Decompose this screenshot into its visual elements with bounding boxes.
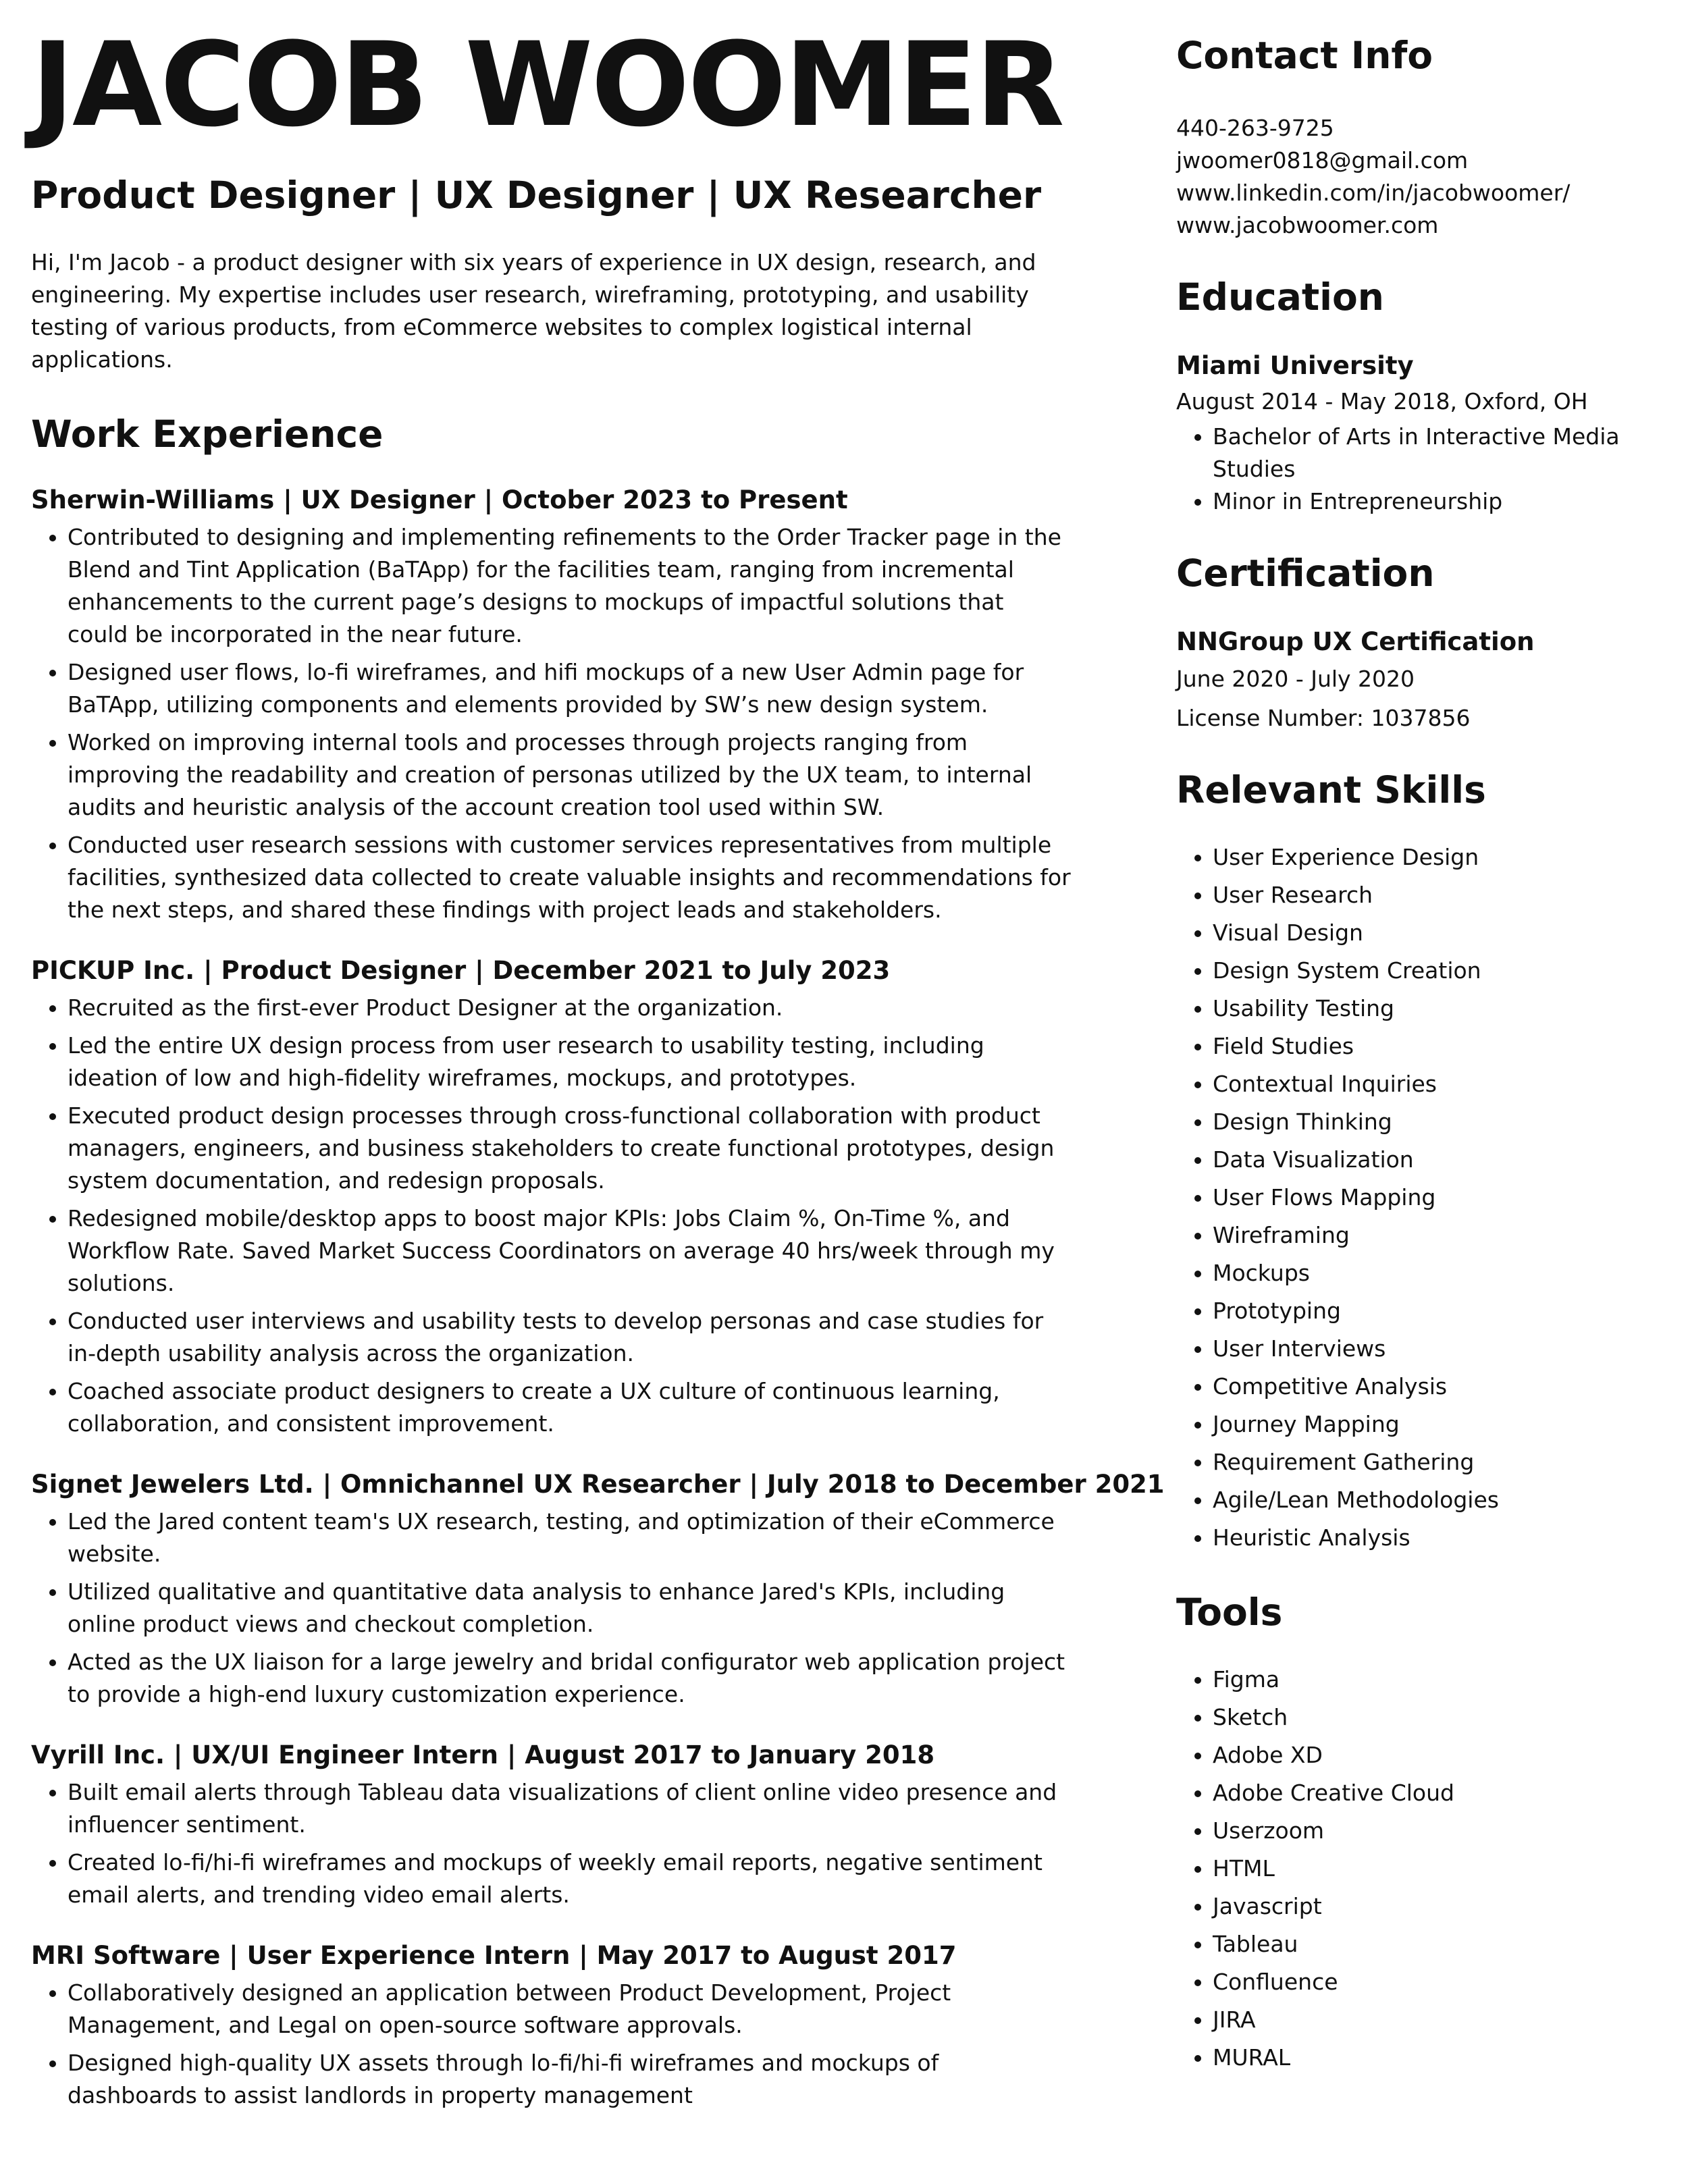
summary: Hi, I'm Jacob - a product designer with six years of experience in UX design, research, and engineering. My expertise includes user research, wireframing, prototyping, and usability testing of various products, from eCommerce websites to complex logistical internal applications. (31, 249, 1036, 373)
skill-item: • User Research (1213, 876, 1649, 914)
contact-section (1176, 34, 1649, 242)
skill-item: • Design Thinking (1213, 1103, 1649, 1141)
job-title: Vyrill Inc. | UX/UI Engineer Intern | August 2017 to January 2018 (31, 1740, 935, 1769)
linkedin-link[interactable]: www.linkedin.com/in/jacobwoomer/ (1176, 180, 1571, 206)
job-bullet: • Conducted user research sessions with customer services representatives from multiple facilities, synthesized data collected to create valuable insights and recommendations for the next steps, and shared these findings with project leads and stakeholders. (68, 829, 1071, 926)
website-link[interactable]: www.jacobwoomer.com (1176, 212, 1439, 238)
job-bullet: • Utilized qualitative and quantitative data analysis to enhance Jared's KPIs, including online product views and checkout completion. (68, 1576, 1071, 1641)
certification-section (1176, 552, 1649, 735)
job-bullet: • Acted as the UX liaison for a large jewelry and bridal configurator web application project to provide a high-end luxury customization experience. (68, 1646, 1071, 1711)
tool-item: • MURAL (1213, 2039, 1649, 2077)
job-bullet: • Executed product design processes through cross-functional collaboration with product managers, engineers, and business stakeholders to create functional prototypes, design system documentation, and redesign proposals. (68, 1100, 1071, 1197)
job-title: Sherwin-Williams | UX Designer | October 2023 to Present (31, 485, 848, 514)
license-number: License Number: 1037856 (1176, 705, 1471, 731)
skill-item: • User Flows Mapping (1213, 1179, 1649, 1217)
email-address[interactable]: jwoomer0818@gmail.com (1176, 147, 1469, 174)
tool-item: • Javascript (1213, 1888, 1649, 1925)
job-bullet: • Collaboratively designed an application between Product Development, Project Management, and Legal on open-source software approvals. (68, 1977, 1071, 2042)
skills-title: Relevant Skills (1176, 768, 1486, 811)
education-item: • Bachelor of Arts in Interactive Media Studies (1213, 421, 1649, 485)
skill-item: • Mockups (1213, 1254, 1649, 1292)
tool-item: • Userzoom (1213, 1812, 1649, 1850)
job-title: Signet Jewelers Ltd. | Omnichannel UX Researcher | July 2018 to December 2021 (31, 1470, 1165, 1499)
tool-item: • HTML (1213, 1850, 1649, 1888)
contact-title: Contact Info (1176, 34, 1433, 77)
skill-item: • User Experience Design (1213, 838, 1649, 876)
certification-title: Certification (1176, 552, 1435, 595)
school-name: Miami University (1176, 351, 1414, 380)
job-bullet: • Worked on improving internal tools and processes through projects ranging from improving the readability and creation of personas utilized by the UX team, to internal audits and heuristic analysis of the account creation tool used within SW. (68, 726, 1071, 824)
phone-number[interactable]: 440-263-9725 (1176, 115, 1334, 141)
headline: Product Designer | UX Designer | UX Researcher (31, 174, 1042, 217)
skill-item: • Prototyping (1213, 1292, 1649, 1330)
job-bullet: • Built email alerts through Tableau data visualizations of client online video presence and influencer sentiment. (68, 1776, 1071, 1841)
tools-title: Tools (1176, 1591, 1283, 1634)
skills-section (1176, 768, 1649, 1557)
job-entry (31, 1941, 1071, 2112)
education-section (1176, 275, 1649, 518)
job-entry (31, 485, 1071, 926)
tools-list (1176, 1661, 1649, 2077)
skill-item: • Usability Testing (1213, 990, 1649, 1028)
skill-item: • Contextual Inquiries (1213, 1065, 1649, 1103)
education-dates: August 2014 - May 2018, Oxford, OH (1176, 388, 1588, 415)
job-bullet: • Contributed to designing and implementing refinements to the Order Tracker page in the Blend and Tint Application (BaTApp) for the facilities team, ranging from incremental enhancements to the current page’s designs to mockups of impactful solutions that could be incorporated in the near future. (68, 521, 1071, 651)
job-entry (31, 1470, 1165, 1711)
job-entry (31, 1740, 1071, 1911)
job-bullet: • Recruited as the first-ever Product Designer at the organization. (68, 992, 1071, 1024)
skill-item: • Data Visualization (1213, 1141, 1649, 1179)
job-bullet: • Designed high-quality UX assets through lo-fi/hi-fi wireframes and mockups of dashboards to assist landlords in property management (68, 2047, 1071, 2112)
job-bullets (31, 992, 1071, 1440)
job-bullet: • Led the entire UX design process from user research to usability testing, including ideation of low and high-fidelity wireframes, mockups, and prototypes. (68, 1030, 1071, 1094)
sidebar-column (1176, 34, 1649, 2077)
skill-item: • Journey Mapping (1213, 1406, 1649, 1443)
skill-item: • Wireframing (1213, 1217, 1649, 1254)
skill-item: • User Interviews (1213, 1330, 1649, 1368)
tools-section (1176, 1591, 1649, 2077)
job-bullet: • Led the Jared content team's UX research, testing, and optimization of their eCommerce website. (68, 1506, 1071, 1570)
job-bullets (31, 1506, 1071, 1711)
tool-item: • Adobe Creative Cloud (1213, 1774, 1649, 1812)
job-bullet: • Created lo-fi/hi-fi wireframes and mockups of weekly email reports, negative sentiment email alerts, and trending video email alerts. (68, 1846, 1071, 1911)
job-entry (31, 956, 1071, 1440)
skill-item: • Visual Design (1213, 914, 1649, 952)
candidate-name: JACOB WOOMER (31, 17, 1063, 153)
education-item: • Minor in Entrepreneurship (1213, 485, 1649, 518)
certification-name: NNGroup UX Certification (1176, 627, 1535, 656)
tool-item: • Tableau (1213, 1925, 1649, 1963)
tool-item: • Adobe XD (1213, 1736, 1649, 1774)
skill-item: • Requirement Gathering (1213, 1443, 1649, 1481)
job-title: PICKUP Inc. | Product Designer | December 2021 to July 2023 (31, 956, 891, 985)
job-bullets (31, 521, 1071, 926)
contact-list (1176, 112, 1649, 242)
job-bullets (31, 1977, 1071, 2112)
skill-item: • Heuristic Analysis (1213, 1519, 1649, 1557)
tool-item: • Figma (1213, 1661, 1649, 1699)
skill-item: • Competitive Analysis (1213, 1368, 1649, 1406)
skill-item: • Design System Creation (1213, 952, 1649, 990)
certification-dates: June 2020 - July 2020 (1176, 666, 1415, 692)
main-column (31, 17, 1165, 2117)
work-experience-title: Work Experience (31, 412, 384, 456)
education-title: Education (1176, 275, 1384, 319)
job-bullet: • Redesigned mobile/desktop apps to boost major KPIs: Jobs Claim %, On-Time %, and Workflow Rate. Saved Market Success Coordinators on average 40 hrs/week through my solutions. (68, 1202, 1071, 1300)
job-bullet: • Coached associate product designers to create a UX culture of continuous learning, collaboration, and consistent improvement. (68, 1375, 1071, 1440)
job-bullets (31, 1776, 1071, 1911)
job-title: MRI Software | User Experience Intern | May 2017 to August 2017 (31, 1941, 957, 1970)
job-bullet: • Conducted user interviews and usability tests to develop personas and case studies for in-depth usability analysis across the organization. (68, 1305, 1071, 1370)
tool-item: • Confluence (1213, 1963, 1649, 2001)
skill-item: • Field Studies (1213, 1028, 1649, 1065)
tool-item: • Sketch (1213, 1699, 1649, 1736)
education-list (1176, 421, 1649, 518)
job-bullet: • Designed user flows, lo-fi wireframes, and hifi mockups of a new User Admin page for BaTApp, utilizing components and elements provided by SW’s new design system. (68, 656, 1071, 721)
skill-item: • Agile/Lean Methodologies (1213, 1481, 1649, 1519)
skills-list (1176, 838, 1649, 1557)
tool-item: • JIRA (1213, 2001, 1649, 2039)
